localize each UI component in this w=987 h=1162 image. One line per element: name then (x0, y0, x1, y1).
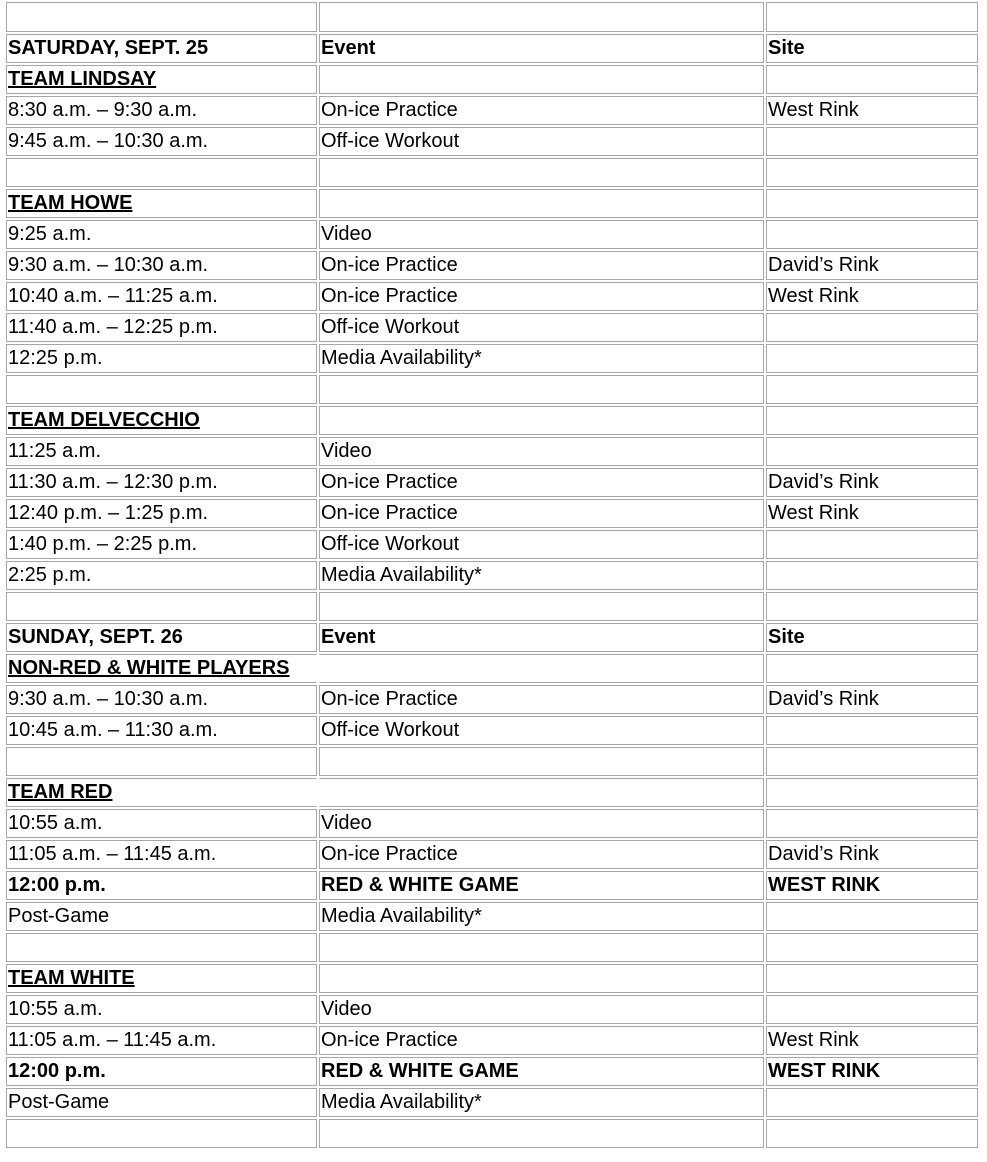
event-cell: Media Availability* (319, 1088, 764, 1117)
event-cell: Video (319, 437, 764, 466)
time-cell: 11:25 a.m. (6, 437, 317, 466)
site-column-header: Site (766, 34, 978, 63)
time-cell: 11:05 a.m. – 11:45 a.m. (6, 1026, 317, 1055)
time-cell: 10:45 a.m. – 11:30 a.m. (6, 716, 317, 745)
time-cell: 9:25 a.m. (6, 220, 317, 249)
schedule-row (6, 1088, 978, 1117)
schedule-row (6, 282, 978, 311)
empty-cell (6, 158, 317, 187)
empty-cell (766, 933, 978, 962)
site-cell: WEST RINK (766, 1057, 978, 1086)
empty-cell (766, 158, 978, 187)
event-cell: Media Availability* (319, 344, 764, 373)
site-cell: David’s Rink (766, 468, 978, 497)
event-cell: Off-ice Workout (319, 530, 764, 559)
empty-cell (319, 654, 764, 683)
empty-cell (6, 747, 317, 776)
team-name: TEAM LINDSAY (6, 65, 317, 94)
empty-cell (319, 778, 764, 807)
event-cell: Video (319, 809, 764, 838)
empty-cell (319, 964, 764, 993)
time-cell: 10:55 a.m. (6, 995, 317, 1024)
empty-cell (319, 189, 764, 218)
site-cell: David’s Rink (766, 251, 978, 280)
schedule-row (6, 995, 978, 1024)
event-cell: Off-ice Workout (319, 313, 764, 342)
time-cell: Post-Game (6, 902, 317, 931)
event-cell: On-ice Practice (319, 499, 764, 528)
day-label: SUNDAY, SEPT. 26 (6, 623, 317, 652)
empty-cell (766, 1119, 978, 1148)
team-name: TEAM WHITE (6, 964, 317, 993)
time-cell: Post-Game (6, 1088, 317, 1117)
event-cell: Media Availability* (319, 561, 764, 590)
team-name: TEAM DELVECCHIO (6, 406, 317, 435)
empty-cell (319, 65, 764, 94)
empty-cell (766, 654, 978, 683)
empty-cell (319, 933, 764, 962)
time-cell: 10:55 a.m. (6, 809, 317, 838)
time-cell: 12:40 p.m. – 1:25 p.m. (6, 499, 317, 528)
time-cell: 12:00 p.m. (6, 1057, 317, 1086)
time-cell: 12:25 p.m. (6, 344, 317, 373)
team-header-row (6, 406, 978, 435)
spacer-row (6, 2, 978, 32)
event-column-header: Event (319, 623, 764, 652)
event-cell: Media Availability* (319, 902, 764, 931)
day-label: SATURDAY, SEPT. 25 (6, 34, 317, 63)
empty-cell (319, 592, 764, 621)
spacer-row (6, 375, 978, 404)
spacer-row (6, 933, 978, 962)
time-cell: 9:30 a.m. – 10:30 a.m. (6, 685, 317, 714)
site-cell: David’s Rink (766, 840, 978, 869)
site-cell: West Rink (766, 1026, 978, 1055)
empty-cell (766, 189, 978, 218)
empty-cell (766, 778, 978, 807)
empty-cell (766, 375, 978, 404)
game-row (6, 871, 978, 900)
empty-cell (319, 747, 764, 776)
spacer-row (6, 747, 978, 776)
empty-cell (319, 158, 764, 187)
empty-cell (6, 2, 317, 32)
event-cell: On-ice Practice (319, 468, 764, 497)
time-cell: 2:25 p.m. (6, 561, 317, 590)
site-cell (766, 344, 978, 373)
site-cell: West Rink (766, 282, 978, 311)
spacer-row (6, 592, 978, 621)
site-cell (766, 220, 978, 249)
site-cell: West Rink (766, 499, 978, 528)
site-cell (766, 1088, 978, 1117)
time-cell: 11:05 a.m. – 11:45 a.m. (6, 840, 317, 869)
time-cell: 11:40 a.m. – 12:25 p.m. (6, 313, 317, 342)
time-cell: 1:40 p.m. – 2:25 p.m. (6, 530, 317, 559)
spacer-row (6, 1119, 978, 1148)
site-cell (766, 902, 978, 931)
site-cell (766, 530, 978, 559)
event-cell: Off-ice Workout (319, 716, 764, 745)
schedule-row (6, 1026, 978, 1055)
site-cell (766, 716, 978, 745)
site-cell (766, 313, 978, 342)
empty-cell (766, 747, 978, 776)
empty-cell (6, 592, 317, 621)
site-cell: West Rink (766, 96, 978, 125)
team-name: TEAM RED (6, 778, 317, 807)
empty-cell (766, 65, 978, 94)
schedule-row (6, 251, 978, 280)
empty-cell (766, 964, 978, 993)
team-header-row (6, 189, 978, 218)
site-cell: David’s Rink (766, 685, 978, 714)
site-cell (766, 127, 978, 156)
event-cell: On-ice Practice (319, 251, 764, 280)
empty-cell (319, 375, 764, 404)
schedule-row (6, 530, 978, 559)
schedule-row (6, 344, 978, 373)
team-name: TEAM HOWE (6, 189, 317, 218)
event-cell: Off-ice Workout (319, 127, 764, 156)
event-cell: RED & WHITE GAME (319, 1057, 764, 1086)
empty-cell (319, 2, 764, 32)
empty-cell (6, 933, 317, 962)
time-cell: 9:30 a.m. – 10:30 a.m. (6, 251, 317, 280)
site-column-header: Site (766, 623, 978, 652)
site-cell (766, 995, 978, 1024)
team-name: NON-RED & WHITE PLAYERS (6, 654, 317, 683)
schedule-row (6, 127, 978, 156)
schedule-table (4, 0, 980, 1150)
empty-cell (6, 375, 317, 404)
schedule-row (6, 220, 978, 249)
day-header-row (6, 623, 978, 652)
team-header-row (6, 778, 978, 807)
schedule-row (6, 313, 978, 342)
schedule-row (6, 468, 978, 497)
schedule-row (6, 437, 978, 466)
spacer-row (6, 158, 978, 187)
empty-cell (319, 1119, 764, 1148)
empty-cell (766, 406, 978, 435)
team-header-row (6, 654, 978, 683)
schedule-row (6, 685, 978, 714)
time-cell: 10:40 a.m. – 11:25 a.m. (6, 282, 317, 311)
time-cell: 11:30 a.m. – 12:30 p.m. (6, 468, 317, 497)
game-row (6, 1057, 978, 1086)
time-cell: 12:00 p.m. (6, 871, 317, 900)
event-cell: Video (319, 220, 764, 249)
event-cell: On-ice Practice (319, 840, 764, 869)
schedule-row (6, 96, 978, 125)
empty-cell (319, 406, 764, 435)
empty-cell (6, 1119, 317, 1148)
schedule-row (6, 561, 978, 590)
event-cell: On-ice Practice (319, 1026, 764, 1055)
schedule-row (6, 840, 978, 869)
empty-cell (766, 2, 978, 32)
schedule-row (6, 716, 978, 745)
site-cell (766, 437, 978, 466)
event-cell: RED & WHITE GAME (319, 871, 764, 900)
event-column-header: Event (319, 34, 764, 63)
event-cell: On-ice Practice (319, 685, 764, 714)
time-cell: 8:30 a.m. – 9:30 a.m. (6, 96, 317, 125)
empty-cell (766, 592, 978, 621)
time-cell: 9:45 a.m. – 10:30 a.m. (6, 127, 317, 156)
schedule-row (6, 499, 978, 528)
team-header-row (6, 964, 978, 993)
site-cell (766, 561, 978, 590)
event-cell: On-ice Practice (319, 96, 764, 125)
site-cell: WEST RINK (766, 871, 978, 900)
event-cell: Video (319, 995, 764, 1024)
schedule-row (6, 809, 978, 838)
team-header-row (6, 65, 978, 94)
schedule-row (6, 902, 978, 931)
day-header-row (6, 34, 978, 63)
site-cell (766, 809, 978, 838)
event-cell: On-ice Practice (319, 282, 764, 311)
